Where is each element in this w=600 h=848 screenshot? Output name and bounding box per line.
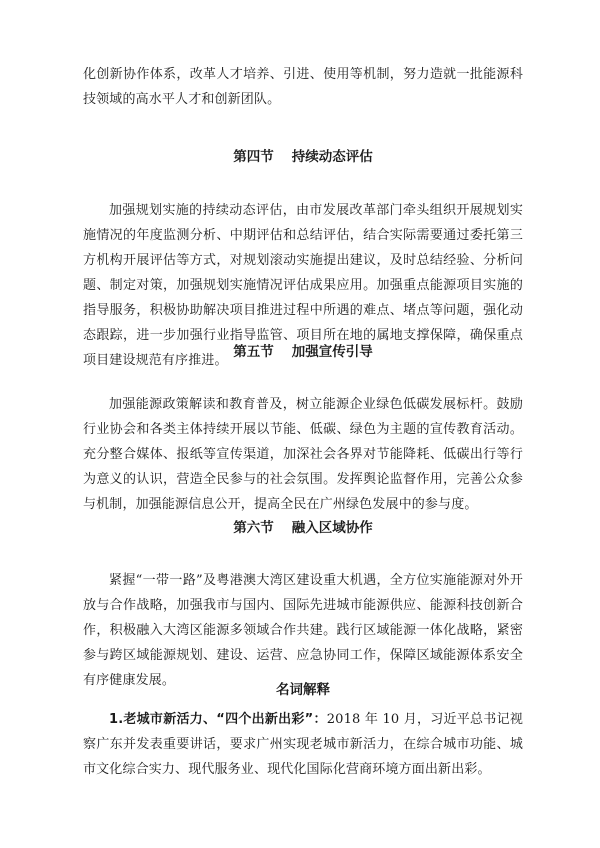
section-heading-6: [83, 518, 523, 538]
section-number: 第五节: [233, 344, 274, 360]
section-title: 加强宣传引导: [291, 344, 373, 360]
glossary-item: [83, 707, 523, 782]
glossary-heading: 名词解释: [276, 682, 330, 698]
section-paragraph-6: 紧握“一带一路”及粤港澳大湾区建设重大机遇，全方位实施能源对外开放与合作战略，加强我市与国内、国际先进城市能源供应、能源科技创新合作，积极融入大湾区能源多领域合作共建。践行区域能源一体化战略，紧密参与跨区域能源规划、建设、运营、应急协同工作，保障区域能源体系安全有序健康发展。: [83, 573, 523, 688]
section-heading-5: [83, 342, 523, 362]
section-number: 第四节: [233, 149, 274, 165]
section-paragraph-4: 加强规划实施的持续动态评估，由市发展改革部门牵头组织开展规划实施情况的年度监测分析、中期评估和总结评估，结合实际需要通过委托第三方机构开展评估等方式，对规划滚动实施提出建议，及时总结经验、分析问题、制定对策，加强规划实施情况评估成果应用。加强重点能源项目实施的指导服务，积极协助解决项目推进过程中所遇的难点、堵点等问题，强化动态跟踪，进一步加强行业指导监管、项目所在地的属地支撑保障，确保重点项目建设规范有序推进。: [83, 203, 523, 368]
continuation-paragraph: 化创新协作体系，改革人才培养、引进、使用等机制，努力造就一批能源科技领域的高水平人才和创新团队。: [83, 67, 523, 107]
glossary-term: 1.老城市新活力、“四个出新出彩”：: [109, 712, 327, 727]
section-number: 第六节: [233, 520, 274, 536]
section-title: 持续动态评估: [291, 149, 373, 165]
section-heading-4: [83, 147, 523, 167]
glossary-definition: 2018 年 10 月，习近平总书记视察广东并发表重要讲话，要求广州实现老城市新活力，在综合城市功能、城市文化综合实力、现代服务业、现代化国际化营商环境方面出新出彩。: [83, 712, 523, 777]
section-title: 融入区域协作: [291, 520, 373, 536]
section-paragraph-5: 加强能源政策解读和教育普及，树立能源企业绿色低碳发展标杆。鼓励行业协会和各类主体持续开展以节能、低碳、绿色为主题的宣传教育活动。充分整合媒体、报纸等宣传渠道，加深社会各界对节能降耗、低碳出行等行为意义的认识，营造全民参与的社会氛围。发挥舆论监督作用，完善公众参与机制，加强能源信息公开，提高全民在广州绿色发展中的参与度。: [83, 397, 523, 512]
